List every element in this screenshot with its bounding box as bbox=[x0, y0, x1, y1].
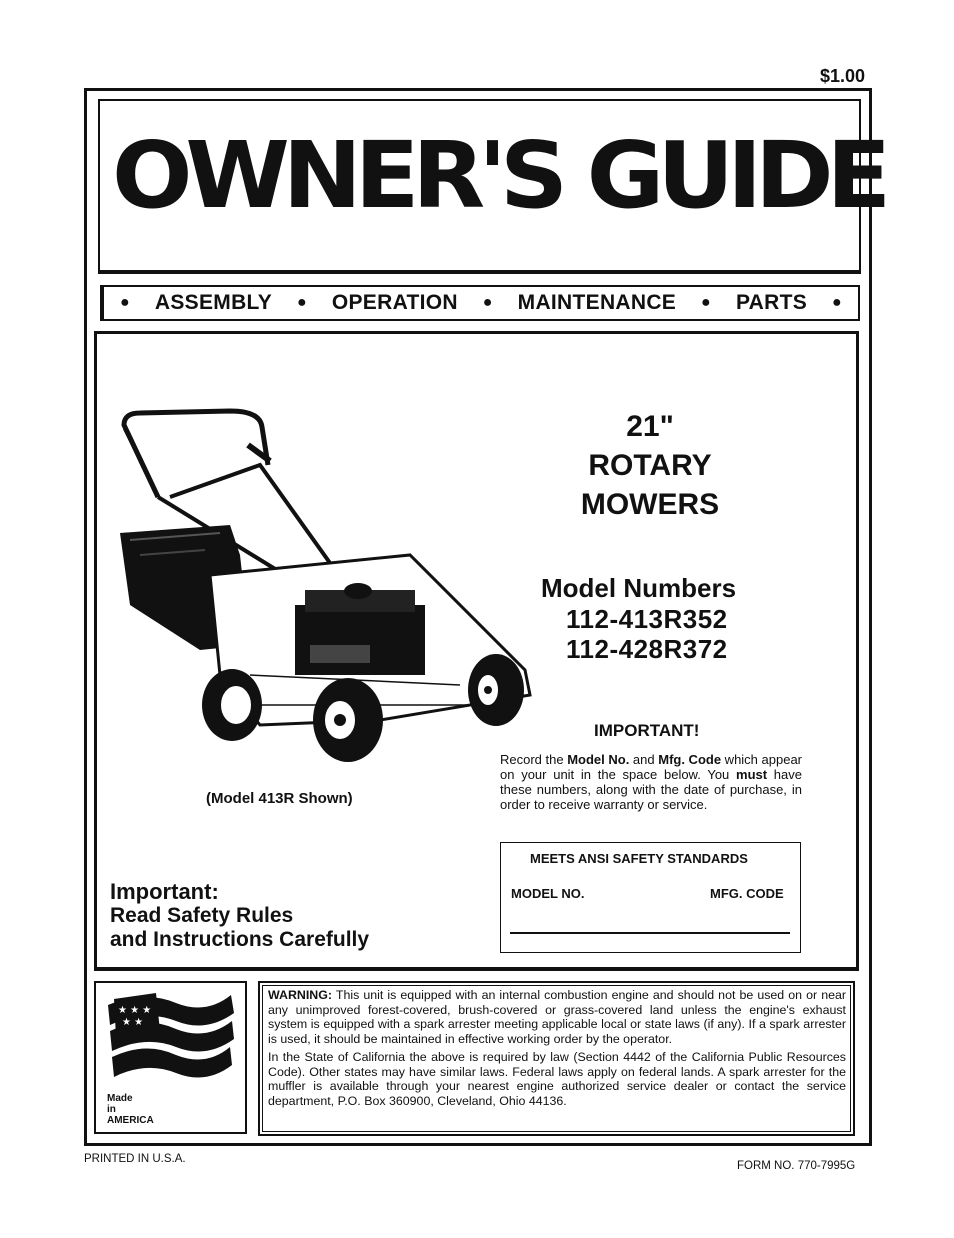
warning-text: WARNING: This unit is equipped with an internal combustion engine and should not be used on or near any unimproved forest-covered, brush-covered or grass-covered land unless the engine's exhaust system is equipped with a spark arrester meeting applicable local or state laws (if any). If a spark arrester is used, it should be maintained in effective working order by the operator. In the State of California the above is required by law (Section 4442 of the California Public Resources Code). Other states may have similar laws. Federal laws apply on federal lands. A spark arrester for the muffler is available through your nearest engine authorized service dealer or contact the service department, P.O. Box 360900, Cleveland, Ohio 44136. bbox=[268, 988, 847, 1108]
bullet-icon: ● bbox=[482, 294, 493, 311]
contents-item-operation: OPERATION bbox=[331, 291, 458, 314]
image-caption: (Model 413R Shown) bbox=[206, 790, 353, 807]
safety-reminder-line: Read Safety Rules bbox=[110, 904, 294, 927]
bullet-icon: ● bbox=[831, 294, 842, 311]
contents-bar bbox=[100, 285, 860, 321]
safety-reminder-title: Important: bbox=[110, 879, 219, 904]
contents-item-maintenance: MAINTENANCE bbox=[517, 291, 677, 314]
model-numbers-label: Model Numbers bbox=[541, 573, 737, 603]
warning-paragraph: In the State of California the above is required by law (Section 4442 of the California Public Resources Code). Other states may have similar laws. Federal laws apply on federal lands. A spark arrester for the muffler is available through your nearest engine authorized service dealer or contact the service department, P.O. Box 360900, Cleveland, Ohio 44136. bbox=[268, 1050, 846, 1108]
important-heading: IMPORTANT! bbox=[594, 721, 700, 740]
bullet-icon: ● bbox=[120, 294, 130, 311]
model-no-label: MODEL NO. bbox=[511, 886, 585, 901]
contents-item-parts: PARTS bbox=[735, 291, 808, 314]
document-title: OWNER'S GUIDE bbox=[112, 122, 884, 229]
safety-reminder bbox=[110, 880, 369, 952]
safety-reminder-line: and Instructions Carefully bbox=[110, 928, 370, 951]
product-line-1: ROTARY bbox=[588, 449, 712, 482]
product-line-2: MOWERS bbox=[580, 488, 720, 521]
printed-in-label: PRINTED IN U.S.A. bbox=[84, 1153, 186, 1165]
lawn-mower-illustration bbox=[110, 405, 540, 765]
svg-text:★ ★ ★: ★ ★ ★ bbox=[118, 1005, 152, 1016]
svg-text:★ ★: ★ ★ bbox=[122, 1017, 144, 1028]
bullet-icon: ● bbox=[296, 294, 307, 311]
made-in-america-label: Made in AMERICA bbox=[107, 1093, 154, 1126]
mower-size: 21" bbox=[626, 410, 674, 443]
form-number: FORM NO. 770-7995G bbox=[737, 1160, 856, 1172]
warning-label: WARNING: bbox=[268, 988, 333, 1002]
contents-item-assembly: ASSEMBLY bbox=[154, 291, 273, 314]
model-number: 112-428R372 bbox=[566, 634, 728, 664]
bullet-icon: ● bbox=[701, 294, 712, 311]
price-label: $1.00 bbox=[820, 66, 866, 86]
standards-title: MEETS ANSI SAFETY STANDARDS bbox=[530, 851, 748, 866]
mfg-code-label: MFG. CODE bbox=[710, 886, 784, 901]
american-flag-icon bbox=[96, 985, 246, 1095]
record-line bbox=[510, 932, 790, 934]
record-instructions: Record the Model No. and Mfg. Code which appear on your unit in the space below. You must have these numbers, along with the date of purchase, in order to receive warranty or service. bbox=[500, 752, 803, 812]
title-divider bbox=[98, 270, 861, 274]
model-number: 112-413R352 bbox=[566, 604, 728, 634]
